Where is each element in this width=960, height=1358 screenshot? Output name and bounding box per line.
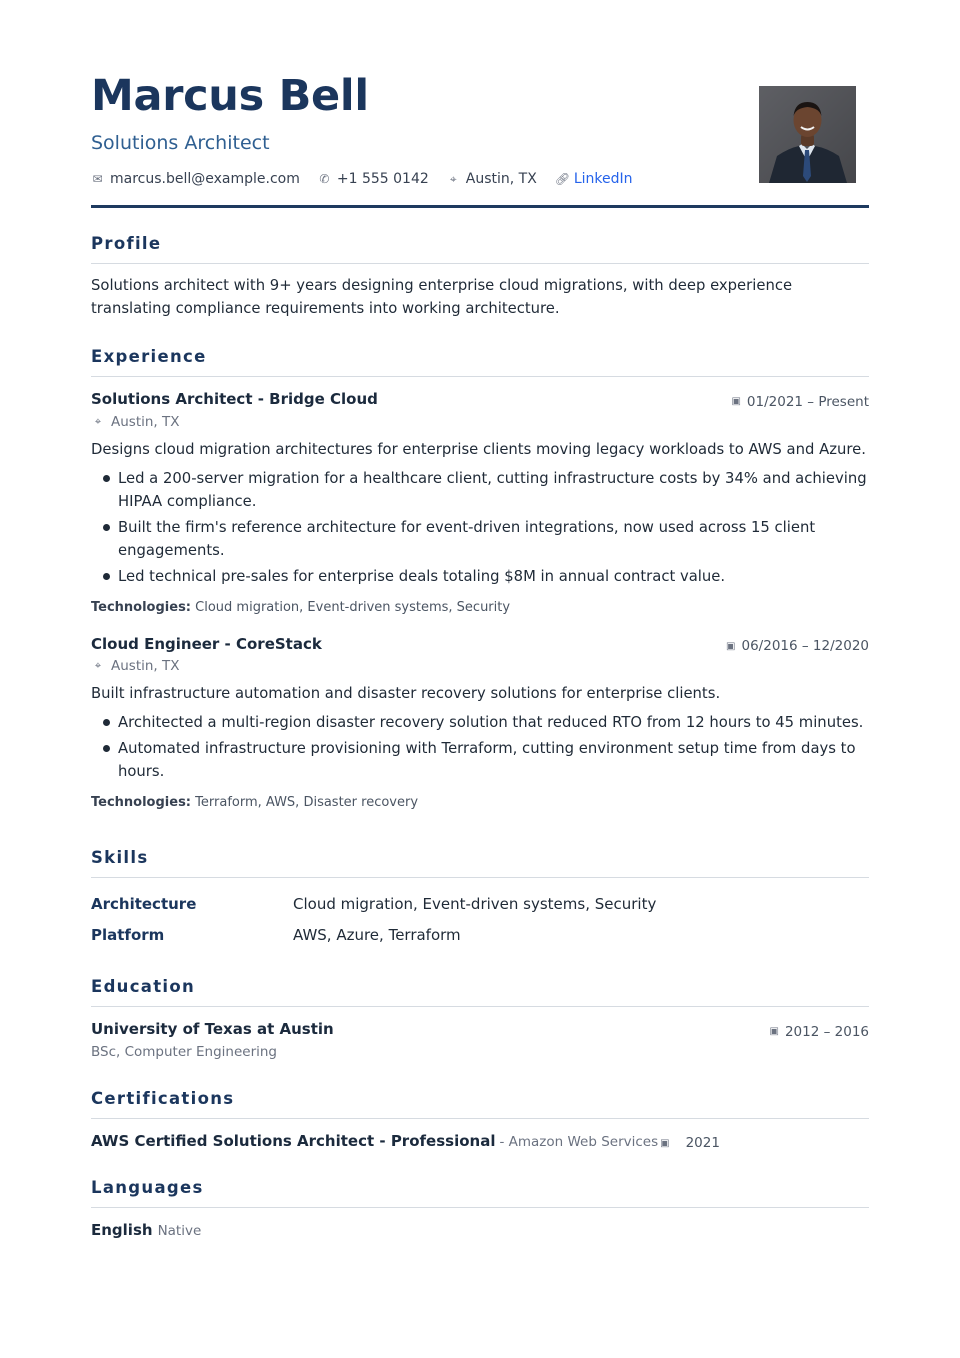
contact-linkedin[interactable] <box>555 168 633 190</box>
link-icon: 🔗︎ <box>554 172 571 186</box>
job-location <box>91 412 869 432</box>
job-dates <box>726 638 869 654</box>
certifications-heading: Certifications <box>91 1088 869 1119</box>
profile-summary: Solutions architect with 9+ years designing enterprise cloud migrations, with deep experience translating compliance requirements into working architecture. <box>91 277 793 317</box>
job-bullet: Built the firm's reference architecture for event-driven integrations, now used across 15 client engagements. <box>91 516 869 562</box>
certification-name: AWS Certified Solutions Architect - Professional <box>91 1131 496 1150</box>
skill-values: Cloud migration, Event-driven systems, Security <box>293 895 657 913</box>
contact-phone-value: +1 555 0142 <box>336 171 429 187</box>
location-pin-icon: ⌖ <box>94 659 102 672</box>
degree: BSc, Computer Engineering <box>91 1043 278 1060</box>
job-dates-value: 06/2016 – 12/2020 <box>741 638 869 654</box>
education-section <box>91 976 869 1062</box>
job-entry <box>91 389 869 618</box>
contact-bar <box>91 168 633 190</box>
contact-location <box>447 168 537 190</box>
certification-date <box>660 1135 720 1151</box>
technologies-label: Technologies: <box>91 795 192 810</box>
skill-values: AWS, Azure, Terraform <box>293 926 461 944</box>
resume-page <box>91 0 869 1240</box>
language-entry <box>91 1220 869 1240</box>
job-location-value: Austin, TX <box>111 413 180 430</box>
phone-icon: ✆ <box>319 172 330 186</box>
school-name: University of Texas at Austin <box>91 1020 334 1038</box>
certifications-section <box>91 1088 869 1152</box>
contact-phone[interactable] <box>318 168 429 190</box>
certification-entry <box>91 1131 869 1152</box>
experience-heading: Experience <box>91 346 869 377</box>
education-dates <box>770 1024 870 1040</box>
skill-category: Platform <box>91 926 165 944</box>
job-entry <box>91 634 869 814</box>
contact-location-value: Austin, TX <box>465 171 537 187</box>
job-summary: Designs cloud migration architectures for enterprise clients moving legacy workloads to AWS and Azure. <box>91 440 866 458</box>
calendar-icon: ▣ <box>726 640 736 652</box>
education-entry <box>91 1019 869 1062</box>
job-bullet: Led a 200-server migration for a healthcare client, cutting infrastructure costs by 34% and achieving HIPAA compliance. <box>91 467 869 513</box>
calendar-icon: ▣ <box>769 1026 779 1037</box>
location-pin-icon: ⌖ <box>449 172 457 186</box>
job-dates-value: 01/2021 – Present <box>746 393 869 410</box>
job-location-value: Austin, TX <box>111 658 180 674</box>
candidate-name: Marcus Bell <box>91 71 369 121</box>
job-technologies <box>91 598 869 618</box>
job-technologies <box>91 793 869 813</box>
skill-row <box>91 893 869 915</box>
experience-section <box>91 346 869 813</box>
job-location <box>91 656 869 676</box>
skill-row <box>91 924 869 946</box>
language-level: Native <box>157 1223 202 1239</box>
contact-email-value: marcus.bell@example.com <box>110 171 300 187</box>
technologies-value: Terraform, AWS, Disaster recovery <box>195 795 419 810</box>
certification-issuer: - Amazon Web Services <box>499 1133 659 1150</box>
language-name: English <box>91 1221 153 1239</box>
languages-heading: Languages <box>91 1177 869 1208</box>
certification-year: 2021 <box>685 1135 720 1151</box>
skills-heading: Skills <box>91 847 869 878</box>
education-heading: Education <box>91 976 869 1007</box>
candidate-title: Solutions Architect <box>91 132 270 154</box>
education-dates-value: 2012 – 2016 <box>784 1023 869 1040</box>
job-title: Solutions Architect - Bridge Cloud <box>91 390 378 408</box>
resume-header <box>91 0 869 208</box>
job-summary: Built infrastructure automation and disaster recovery solutions for enterprise clients. <box>91 685 721 702</box>
technologies-value: Cloud migration, Event-driven systems, Security <box>195 599 511 615</box>
linkedin-link[interactable]: LinkedIn <box>573 171 633 187</box>
job-bullets <box>91 711 869 783</box>
profile-section <box>91 233 869 320</box>
calendar-icon: ▣ <box>731 396 741 407</box>
job-bullet: Led technical pre-sales for enterprise deals totaling $8M in annual contract value. <box>91 565 869 588</box>
skills-section <box>91 847 869 946</box>
job-bullets <box>91 467 869 588</box>
languages-section <box>91 1177 869 1240</box>
profile-photo <box>759 86 856 183</box>
profile-heading: Profile <box>91 233 869 264</box>
job-bullet: Architected a multi-region disaster recovery solution that reduced RTO from 12 hours to 45 minutes. <box>91 711 869 734</box>
contact-email[interactable] <box>91 168 300 190</box>
job-dates <box>731 394 869 410</box>
job-title: Cloud Engineer - CoreStack <box>91 634 322 653</box>
envelope-icon: ✉ <box>92 172 103 186</box>
technologies-label: Technologies: <box>91 599 192 615</box>
skill-category: Architecture <box>91 895 197 913</box>
job-bullet: Automated infrastructure provisioning with Terraform, cutting environment setup time from days to hours. <box>91 737 869 783</box>
location-pin-icon: ⌖ <box>94 414 102 428</box>
calendar-icon: ▣ <box>660 1137 670 1149</box>
